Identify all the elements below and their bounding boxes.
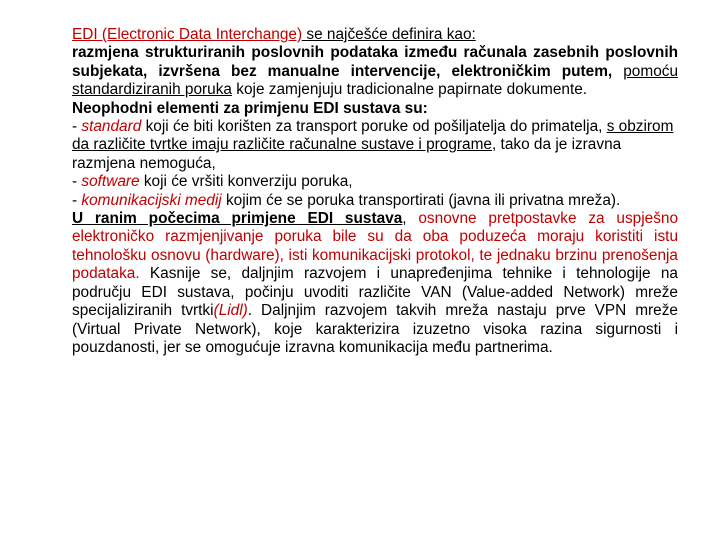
element-term-software: software [81, 173, 140, 191]
element-item-medij [72, 192, 678, 210]
element-text-medij: kojim će se poruka transportirati (javna ili privatna mreža). [221, 191, 621, 209]
history-text-2: . Daljnjim razvojem takvih mreža nastaju prve VPN mreže (Virtual Private Network), koje karakterizira izuzetno visoka razina sigurnosti i pouzdanosti, jer se omogućuje izravna komunikacija među partnerima. [72, 302, 678, 356]
definition-paragraph [72, 44, 678, 99]
history-text-1: Kasnije se, daljnjim razvojem i unapređenjima tehnike i tehnologije na području EDI sustava, počinju uvoditi različite VAN (Value-added Network) mreže specijaliziranih tvrtki [72, 265, 678, 320]
definition-underlined: pomoću standardiziranih poruka [72, 62, 679, 99]
edi-term: EDI (Electronic Data Interchange) [72, 26, 303, 43]
history-paragraph [72, 210, 678, 357]
history-underlined-start: U ranim počecima primjene EDI sustava [72, 210, 403, 228]
element-text-after-standard: , tako da je izravna razmjena nemoguća, [72, 136, 622, 172]
element-text-software: koji će vršiti konverziju poruka, [139, 173, 353, 191]
element-dash: - [72, 191, 82, 209]
elements-heading: Neophodni elementi za primjenu EDI sustava su: [72, 99, 428, 117]
slide-content [72, 26, 678, 357]
title-rest: se najčešće definira kao: [302, 26, 476, 43]
definition-bold: razmjena strukturiranih poslovnih podataka između računala zasebnih poslovnih subjekata, izvršena bez manualne intervencije, elektroničkim putem, [72, 44, 678, 80]
history-red-part: osnovne pretpostavke za uspješno elektroničko razmjenjivanje poruka bile su da oba poduzeća moraju koristiti istu tehnološku osnovu (hardware), isti komunikacijski protokol, te jednaku brzinu prenošenja podataka. [72, 210, 679, 283]
definition-rest: koje zamjenjuju tradicionalne papirnate dokumente. [232, 81, 588, 99]
element-item-software [72, 173, 678, 191]
history-comma: , [402, 210, 419, 228]
element-term-medij: komunikacijski medij [81, 191, 222, 209]
element-underlined-standard: s obzirom da različite tvrtke imaju različite računalne sustave i programe [72, 118, 674, 154]
element-dash: - [72, 118, 82, 136]
element-dash: - [72, 173, 82, 191]
element-text-standard: koji će biti korišten za transport poruke od pošiljatelja do primatelja, [141, 118, 607, 136]
element-term-standard: standard [81, 118, 142, 136]
element-item-standard [72, 118, 678, 173]
history-red-italic: (Lidl) [213, 302, 248, 320]
title-paragraph [72, 26, 678, 44]
